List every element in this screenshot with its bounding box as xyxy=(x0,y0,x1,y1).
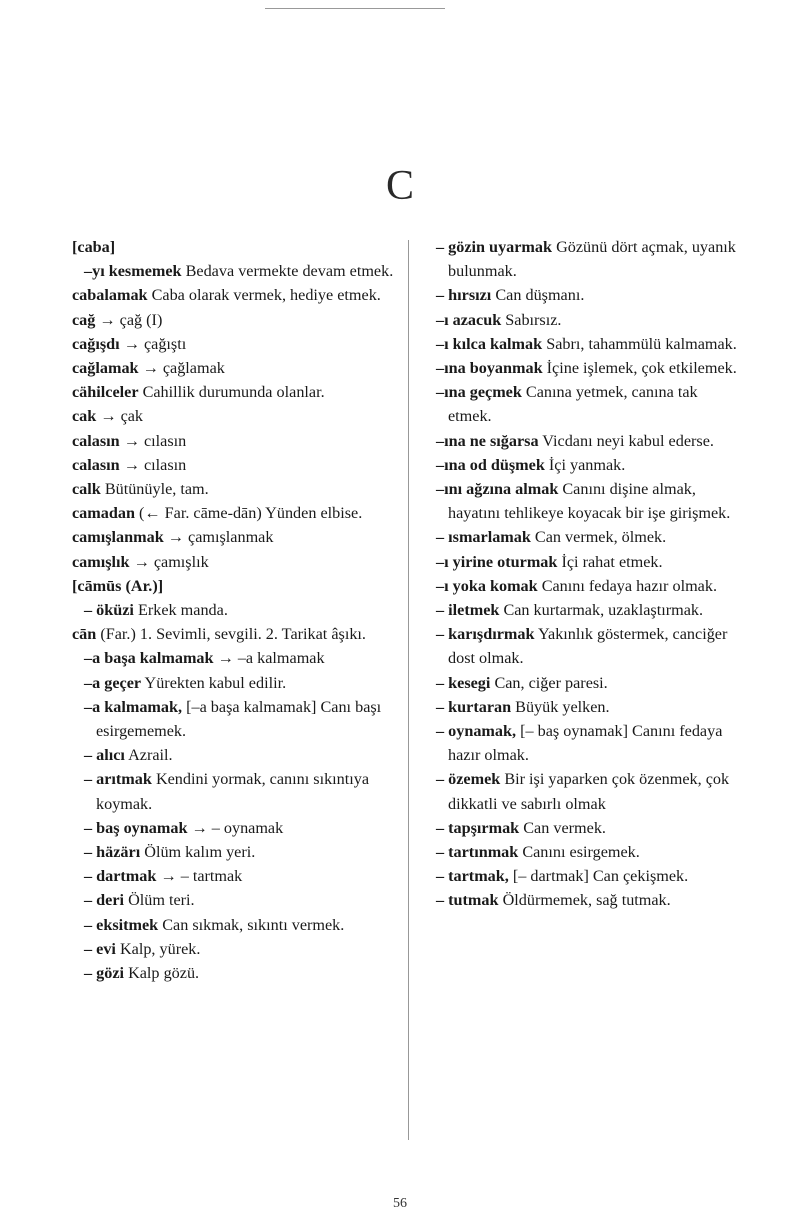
subentry xyxy=(84,961,394,985)
subentry xyxy=(436,235,739,283)
entry-definition: Yakınlık göstermek, canciğer dost olmak. xyxy=(448,625,728,668)
entry-definition: → – tartmak xyxy=(156,867,243,886)
entry-definition: Sabrı, tahammülü kalmamak. xyxy=(542,334,737,353)
dictionary-entry xyxy=(72,501,394,525)
subentry xyxy=(84,937,394,961)
page-number: 56 xyxy=(393,1196,407,1211)
entry-definition: Kalp, yürek. xyxy=(115,939,201,958)
entry-headword: –ı yoka komak xyxy=(436,576,538,595)
entry-headword: – ısmarlamak xyxy=(436,528,531,547)
entry-definition: Gözünü dört açmak, uyanık bulunmak. xyxy=(448,238,736,281)
subentry xyxy=(84,864,394,888)
entry-headword: cağışdı xyxy=(72,334,120,353)
entry-definition: Can sıkmak, sıkıntı vermek. xyxy=(158,915,345,934)
entry-headword: calk xyxy=(72,480,101,499)
subentry xyxy=(436,695,739,719)
subentry xyxy=(436,888,739,912)
dictionary-entry xyxy=(72,429,394,453)
entry-headword: – tutmak xyxy=(436,891,499,910)
entry-definition: → çağ (I) xyxy=(95,310,163,329)
subentry xyxy=(436,719,739,767)
entry-headword: – tapşırmak xyxy=(436,818,520,837)
subentry xyxy=(84,259,394,283)
entry-definition: Can düşmanı. xyxy=(491,286,585,305)
subentry xyxy=(436,622,739,670)
entry-headword: calasın xyxy=(72,455,120,474)
subentry xyxy=(436,356,739,380)
entry-headword: –ı kılca kalmak xyxy=(436,334,543,353)
section-letter: C xyxy=(385,163,414,209)
entry-definition: İçine işlemek, çok etkilemek. xyxy=(542,359,737,378)
entry-headword: –ına boyanmak xyxy=(436,359,543,378)
entry-definition: İçi rahat etmek. xyxy=(557,552,663,571)
entry-headword: –ı azacuk xyxy=(436,310,502,329)
subentry xyxy=(84,598,394,622)
subentry xyxy=(436,598,739,622)
entry-definition: [– dartmak] Can çekişmek. xyxy=(508,867,689,886)
subentry xyxy=(436,574,739,598)
subentry xyxy=(436,525,739,549)
entry-headword: – baş oynamak xyxy=(84,818,188,837)
entry-headword: – eksitmek xyxy=(84,915,159,934)
entry-definition: [– baş oynamak] Canını fedaya hazır olmak. xyxy=(448,722,723,765)
entry-headword: – oynamak, xyxy=(436,722,517,741)
entry-headword: –a başa kalmamak xyxy=(84,649,214,668)
subentry xyxy=(84,888,394,912)
right-column xyxy=(424,235,739,913)
subentry xyxy=(84,743,394,767)
subentry xyxy=(436,840,739,864)
entry-headword: camışlanmak xyxy=(72,528,164,547)
entry-definition: → –a kalmamak xyxy=(213,649,325,668)
entry-headword: –ına od düşmek xyxy=(436,455,545,474)
subentry xyxy=(84,816,394,840)
entry-headword: – tartınmak xyxy=(436,843,519,862)
entry-headword: –yı kesmemek xyxy=(84,262,182,281)
entry-headword: cabalamak xyxy=(72,286,148,305)
entry-headword: – häzärı xyxy=(84,843,141,862)
entry-headword: cağ xyxy=(72,310,96,329)
entry-definition: → cılasın xyxy=(119,455,187,474)
entry-definition: Bedava vermekte devam etmek. xyxy=(181,262,394,281)
subentry xyxy=(436,767,739,815)
subentry xyxy=(436,380,739,428)
dictionary-entry xyxy=(72,550,394,574)
dictionary-entry xyxy=(72,356,394,380)
entry-definition: Vicdanı neyi kabul ederse. xyxy=(538,431,714,450)
dictionary-entry xyxy=(72,525,394,549)
dictionary-entry xyxy=(72,380,394,404)
entry-headword: – dartmak xyxy=(84,867,157,886)
entry-definition: Cahillik durumunda olanlar. xyxy=(138,383,325,402)
subentry xyxy=(84,695,394,743)
entry-headword: cān xyxy=(72,625,97,644)
entry-headword: cähilceler xyxy=(72,383,139,402)
entry-definition: Ölüm teri. xyxy=(124,891,195,910)
scan-top-mark xyxy=(265,8,445,9)
subentry xyxy=(84,767,394,815)
entry-definition: → cılasın xyxy=(119,431,187,450)
entry-headword: – karışdırmak xyxy=(436,625,535,644)
dictionary-entry xyxy=(72,308,394,332)
subentry xyxy=(436,332,739,356)
entry-headword: – tartmak, xyxy=(436,867,509,886)
entry-definition: → çamışlık xyxy=(129,552,209,571)
left-column xyxy=(72,235,394,985)
entry-headword: – gözi xyxy=(84,964,125,983)
entry-definition: Azrail. xyxy=(124,746,173,765)
column-divider xyxy=(408,240,409,1140)
entry-headword: cak xyxy=(72,407,97,426)
entry-definition: Can vermek, ölmek. xyxy=(530,528,667,547)
dictionary-entry xyxy=(72,453,394,477)
entry-headword: camadan xyxy=(72,504,135,523)
entry-headword: – öküzi xyxy=(84,601,134,620)
dictionary-entry xyxy=(72,574,394,598)
entry-definition: Ölüm kalım yeri. xyxy=(140,843,256,862)
dictionary-entry xyxy=(72,332,394,356)
entry-definition: Bütünüyle, tam. xyxy=(100,480,209,499)
entry-headword: –ına geçmek xyxy=(436,383,522,402)
entry-definition: [–a başa kalmamak] Canı başı esirgememek. xyxy=(96,697,382,741)
entry-definition: → – oynamak xyxy=(187,818,284,837)
dictionary-entry xyxy=(72,404,394,428)
subentry xyxy=(84,840,394,864)
entry-headword: calasın xyxy=(72,431,120,450)
entry-headword: [cāmūs (Ar.)] xyxy=(72,576,164,595)
entry-definition: → çağıştı xyxy=(119,334,187,353)
entry-definition: Yürekten kabul edilir. xyxy=(141,673,287,692)
entry-headword: – kurtaran xyxy=(436,697,512,716)
entry-headword: [caba] xyxy=(72,238,116,256)
entry-definition: (← Far. cāme-dān) Yünden elbise. xyxy=(134,504,363,523)
entry-definition: Can kurtarmak, uzaklaştırmak. xyxy=(499,601,704,620)
entry-definition: (Far.) 1. Sevimli, sevgili. 2. Tarikat âşıkı. xyxy=(96,625,366,644)
subentry xyxy=(436,477,739,525)
entry-headword: – hırsızı xyxy=(436,286,492,305)
subentry xyxy=(84,646,394,670)
entry-definition: → çamışlanmak xyxy=(163,528,274,547)
entry-definition: İçi yanmak. xyxy=(544,455,626,474)
subentry xyxy=(436,816,739,840)
entry-definition: Erkek manda. xyxy=(133,601,228,620)
entry-headword: – evi xyxy=(84,939,116,958)
entry-definition: Canını dişine almak, hayatını tehlikeye koyacak bir işe girişmek. xyxy=(448,480,731,523)
subentry xyxy=(436,550,739,574)
entry-headword: – kesegi xyxy=(436,673,491,692)
entry-headword: –a kalmamak, xyxy=(84,697,183,716)
subentry xyxy=(84,913,394,937)
entry-headword: cağlamak xyxy=(72,359,139,378)
entry-headword: –ı yirine oturmak xyxy=(436,552,558,571)
entry-definition: → çağlamak xyxy=(138,359,225,378)
subentry xyxy=(84,671,394,695)
entry-headword: – arıtmak xyxy=(84,770,152,789)
entry-definition: Canını esirgemek. xyxy=(518,843,640,862)
entry-definition: Kendini yormak, canını sıkıntıya koymak. xyxy=(96,770,370,813)
entry-headword: – alıcı xyxy=(84,746,125,765)
entry-definition: Öldürmemek, sağ tutmak. xyxy=(498,891,671,910)
entry-headword: – özemek xyxy=(436,770,501,789)
dictionary-entry xyxy=(72,235,394,259)
entry-definition: Can, ciğer paresi. xyxy=(490,673,608,692)
subentry xyxy=(436,429,739,453)
entry-headword: – gözin uyarmak xyxy=(436,238,553,256)
entry-definition: Caba olarak vermek, hediye etmek. xyxy=(147,286,381,305)
entry-definition: Bir işi yaparken çok özenmek, çok dikkatli ve sabırlı olmak xyxy=(448,770,730,813)
subentry xyxy=(436,283,739,307)
entry-definition: Canını fedaya hazır olmak. xyxy=(537,576,717,595)
entry-headword: camışlık xyxy=(72,552,130,571)
subentry xyxy=(436,864,739,888)
entry-definition: Can vermek. xyxy=(519,818,606,837)
entry-headword: –ını ağzına almak xyxy=(436,480,559,499)
entry-definition: → çak xyxy=(96,407,144,426)
subentry xyxy=(436,308,739,332)
entry-headword: –a geçer xyxy=(84,673,142,692)
subentry xyxy=(436,671,739,695)
dictionary-entry xyxy=(72,622,394,646)
entry-definition: Sabırsız. xyxy=(501,310,562,329)
entry-definition: Canına yetmek, canına tak etmek. xyxy=(448,383,698,426)
dictionary-entry xyxy=(72,477,394,501)
dictionary-entry xyxy=(72,283,394,307)
entry-headword: –ına ne sığarsa xyxy=(436,431,539,450)
subentry xyxy=(436,453,739,477)
entry-headword: – deri xyxy=(84,891,125,910)
entry-definition: Büyük yelken. xyxy=(511,697,610,716)
entry-definition: Kalp gözü. xyxy=(124,964,200,983)
entry-headword: – iletmek xyxy=(436,601,500,620)
